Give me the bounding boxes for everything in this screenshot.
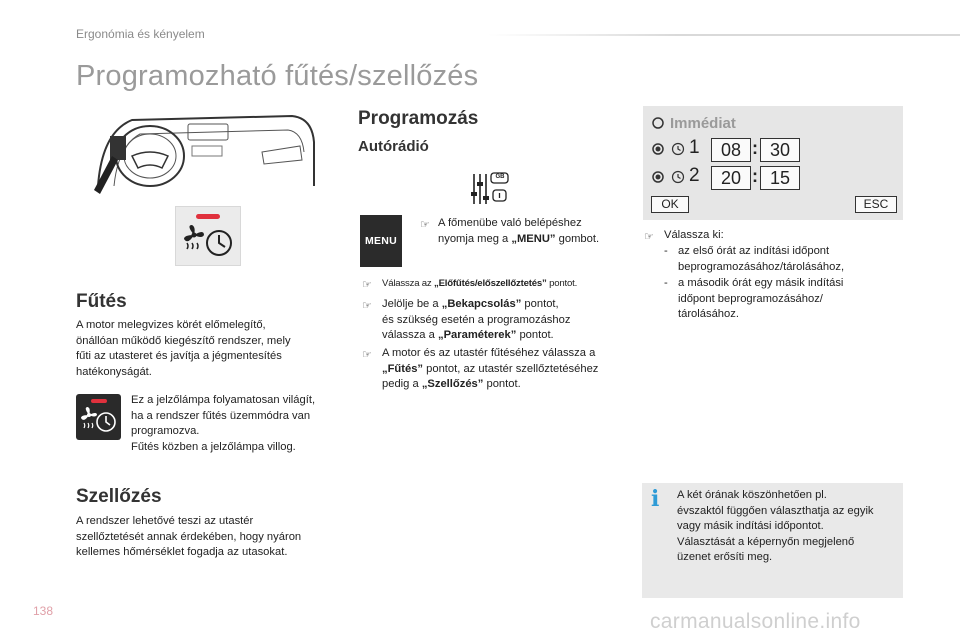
row-2-icons (651, 170, 687, 184)
bullet-arrow-icon: ☞ (644, 231, 654, 243)
bullet-arrow-icon: ☞ (362, 349, 372, 361)
dashboard-illustration (92, 112, 318, 194)
select-item-2-line: tárolásához. (678, 308, 739, 321)
row-1-icons (651, 142, 687, 156)
futes-heading: Fűtés (76, 291, 127, 312)
szellozes-heading: Szellőzés (76, 486, 162, 507)
radio-screen (643, 106, 903, 220)
dash: - (664, 277, 668, 289)
parameters-term: „Paraméterek” (437, 329, 517, 342)
timer-2-minute: 15 (760, 166, 800, 190)
watermark: carmanualsonline.info (650, 610, 861, 633)
heater-indicator-panel (175, 206, 241, 266)
info-line: A két órának köszönhetően pl. (677, 489, 827, 501)
select-item-2-line: a második órát egy másik indítási (678, 277, 844, 289)
enable-term: „Bekapcsolás” (441, 298, 522, 310)
step-3-text: Jelölje be a (382, 298, 442, 310)
szellozes-body-line: A rendszer lehetővé teszi az utastér (76, 515, 254, 527)
szellozes-body-line: szellőztetését annak érdekében, hogy nyáron (76, 530, 302, 543)
step-1 (438, 216, 638, 247)
step-3-line (382, 297, 632, 313)
step-4-text: pedig a (382, 378, 422, 391)
futes-body-line: önállóan működő kiegészítő rendszer, mely (76, 334, 291, 347)
timer-1-minute: 30 (760, 138, 800, 162)
dash: - (664, 245, 668, 257)
timer-1-number: 1 (689, 137, 700, 158)
info-line: évszaktól függően választhatja az egyik (677, 504, 874, 517)
step-2 (382, 277, 622, 291)
page-title: Programozható fűtés/szellőzés (76, 60, 479, 92)
fan-timer-icon (80, 406, 118, 436)
step-3-text: válassza a (382, 329, 438, 342)
menu-button: MENU (360, 215, 402, 267)
futes-body-line: hatékonyságát. (76, 365, 152, 378)
step-3-line: és szükség esetén a programozáshoz (382, 313, 571, 326)
time-separator: : (752, 138, 758, 158)
select-item-1 (678, 244, 898, 275)
select-item-2-line: időpont beprogramozásához/ (678, 292, 823, 305)
step-3-text: pontot, (521, 298, 559, 310)
step-4-line (382, 362, 632, 378)
indicator-text-line: programozva. (131, 425, 200, 438)
select-title: Válassza ki: (664, 229, 724, 241)
radio-unselected-icon (651, 116, 665, 130)
bullet-arrow-icon: ☞ (362, 279, 372, 291)
step-3-text: pontot. (516, 329, 554, 342)
time-separator: : (752, 166, 758, 186)
info-line: üzenet erősíti meg. (677, 551, 773, 564)
timer-2-number: 2 (689, 165, 700, 186)
step-1-text: gombot. (555, 232, 600, 245)
step-2-text: Válassza az (382, 278, 434, 289)
select-item-1-line: beprogramozásához/tárolásához, (678, 260, 845, 273)
futes-body (76, 318, 346, 380)
indicator-lamp-small (91, 399, 107, 403)
info-icon: i (651, 486, 660, 512)
szellozes-body-line: kellemes hőmérséklet fogadja az utasokat. (76, 546, 288, 559)
step-1-text: nyomja meg a (438, 232, 512, 245)
select-item-1-line: az első órát az indítási időpont (678, 245, 830, 257)
header-rule (488, 34, 960, 36)
indicator-lamp (196, 214, 220, 219)
programozas-heading: Programozás (358, 108, 479, 129)
step-2-text: pontot. (546, 278, 578, 289)
indicator-text-line: ha a rendszer fűtés üzemmódra van (131, 409, 311, 422)
autoradio-subheading: Autórádió (358, 138, 429, 155)
indicator-text-line: Ez a jelzőlámpa folyamatosan világít, (131, 394, 316, 406)
bullet-arrow-icon: ☞ (362, 300, 372, 312)
ok-button: OK (651, 196, 689, 213)
step-4-text: pontot. (483, 378, 521, 391)
step-1-line: A főmenübe való belépéshez (438, 217, 582, 229)
futes-body-line: fűti az utasteret és javítja a jégmentesítés (76, 350, 282, 363)
futes-body-line: A motor melegvizes körét előmelegítő, (76, 319, 266, 331)
section-label: Ergonómia és kényelem (76, 27, 205, 41)
timer-1-hour: 08 (711, 138, 751, 162)
step-3 (382, 297, 632, 344)
page-number: 138 (33, 604, 54, 618)
bullet-arrow-icon: ☞ (420, 219, 430, 231)
step-4-line (382, 377, 632, 393)
heater-indicator-small (76, 394, 121, 440)
info-line: vagy másik indítási időpontot. (677, 520, 824, 533)
timer-2-hour: 20 (711, 166, 751, 190)
step-4 (382, 346, 632, 393)
heating-term: „Fűtés” (382, 362, 424, 375)
immediate-option: Immédiat (670, 115, 736, 132)
info-text (677, 488, 903, 566)
step-4-line: A motor és az utastér fűtéséhez válassza a (382, 347, 596, 359)
indicator-text (131, 393, 351, 455)
step-3-line (382, 328, 632, 344)
menu-term: „MENU” (511, 232, 556, 245)
gb-label: GB (495, 174, 505, 180)
preheat-term: „Előfűtés/előszellőztetés” (434, 278, 547, 289)
info-line: Választását a képernyőn megjelenő (677, 535, 855, 548)
step-4-text: pontot, az utastér szellőztetéséhez (423, 362, 599, 375)
step-1-line (438, 232, 638, 248)
indicator-text-line: Fűtés közben a jelzőlámpa villog. (131, 440, 296, 453)
ventilation-term: „Szellőzés” (421, 378, 484, 391)
select-item-2 (678, 276, 898, 323)
szellozes-body (76, 514, 346, 561)
fan-timer-icon (182, 223, 236, 261)
esc-button: ESC (855, 196, 897, 213)
